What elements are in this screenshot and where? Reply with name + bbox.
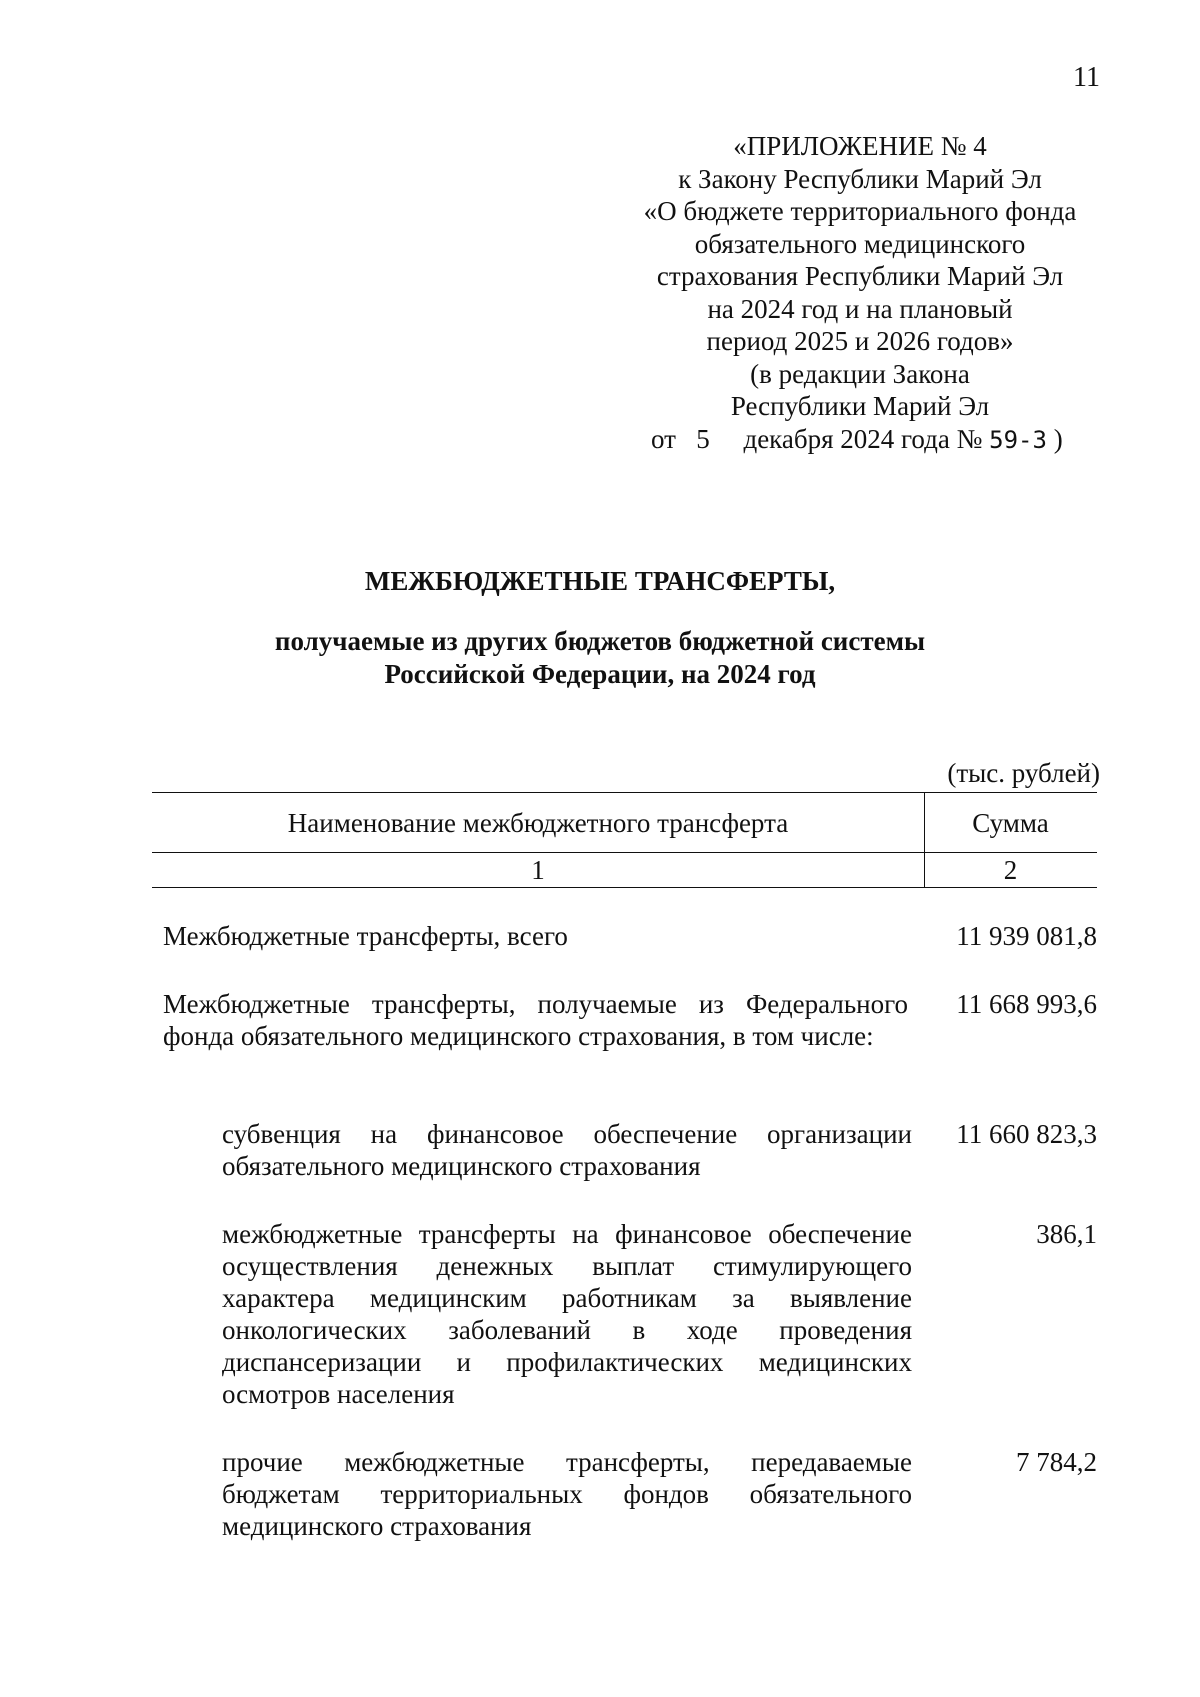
page-number: 11 [1073, 62, 1100, 93]
appendix-line: на 2024 год и на плановый [707, 293, 1013, 324]
date-closing: ) [1053, 423, 1063, 454]
date-prefix: от [651, 423, 676, 454]
table-row-value: 11 660 823,3 [956, 1119, 1097, 1149]
document-title: МЕЖБЮДЖЕТНЫЕ ТРАНСФЕРТЫ, [364, 566, 836, 596]
appendix-line: к Закону Республики Марий Эл [678, 163, 1042, 194]
table-row-value: 11 668 993,6 [956, 989, 1097, 1019]
appendix-line: обязательного медицинского [694, 228, 1026, 259]
column-number-2: 2 [1003, 855, 1018, 885]
appendix-header [600, 130, 1120, 456]
date-day: 5 [696, 423, 710, 454]
appendix-line: «ПРИЛОЖЕНИЕ № 4 [733, 131, 987, 161]
appendix-date-line [600, 423, 1120, 457]
subtitle-line: Российской Федерации, на 2024 год [384, 659, 816, 689]
law-number: 59-З [989, 425, 1047, 454]
table-row-label: прочие межбюджетные трансферты, передаваемые бюджетам территориальных фондов обязательного медицинского страхования [222, 1447, 912, 1541]
table-row-label: межбюджетные трансферты на финансовое обеспечение осуществления денежных выплат стимулирующего характера медицинским работникам за выявление онкологических заболеваний в ходе проведения диспансеризации и профилактических медицинских осмотров населения [222, 1219, 912, 1409]
column-number-1: 1 [531, 855, 545, 885]
subtitle-line: получаемые из других бюджетов бюджетной системы [274, 626, 926, 656]
document-subtitle [0, 625, 1200, 691]
appendix-line: период 2025 и 2026 годов» [706, 326, 1014, 356]
table-row-value: 11 939 081,8 [956, 921, 1097, 951]
header-name-cell: Наименование межбюджетного трансферта [287, 808, 789, 838]
appendix-line: Республики Марий Эл [730, 391, 990, 421]
units-label: (тыс. рублей) [947, 758, 1100, 788]
header-sum-cell: Сумма [972, 808, 1049, 838]
appendix-line: страхования Республики Марий Эл [656, 261, 1064, 291]
table-row-value: 7 784,2 [1016, 1447, 1097, 1477]
appendix-line: (в редакции Закона [750, 358, 970, 389]
table-header-rule [152, 852, 1097, 853]
table-numbers-rule [152, 887, 1097, 888]
appendix-line: «О бюджете территориального фонда [643, 196, 1077, 226]
table-top-rule [152, 792, 1097, 793]
table-row-label: субвенция на финансовое обеспечение организации обязательного медицинского страхования [222, 1119, 912, 1181]
table-row-label: Межбюджетные трансферты, получаемые из Федерального фонда обязательного медицинского страхования, в том числе: [163, 989, 908, 1051]
date-rest: декабря 2024 года № [743, 423, 983, 454]
table-row-value: 386,1 [1036, 1219, 1097, 1249]
table-row-label: Межбюджетные трансферты, всего [163, 921, 568, 951]
